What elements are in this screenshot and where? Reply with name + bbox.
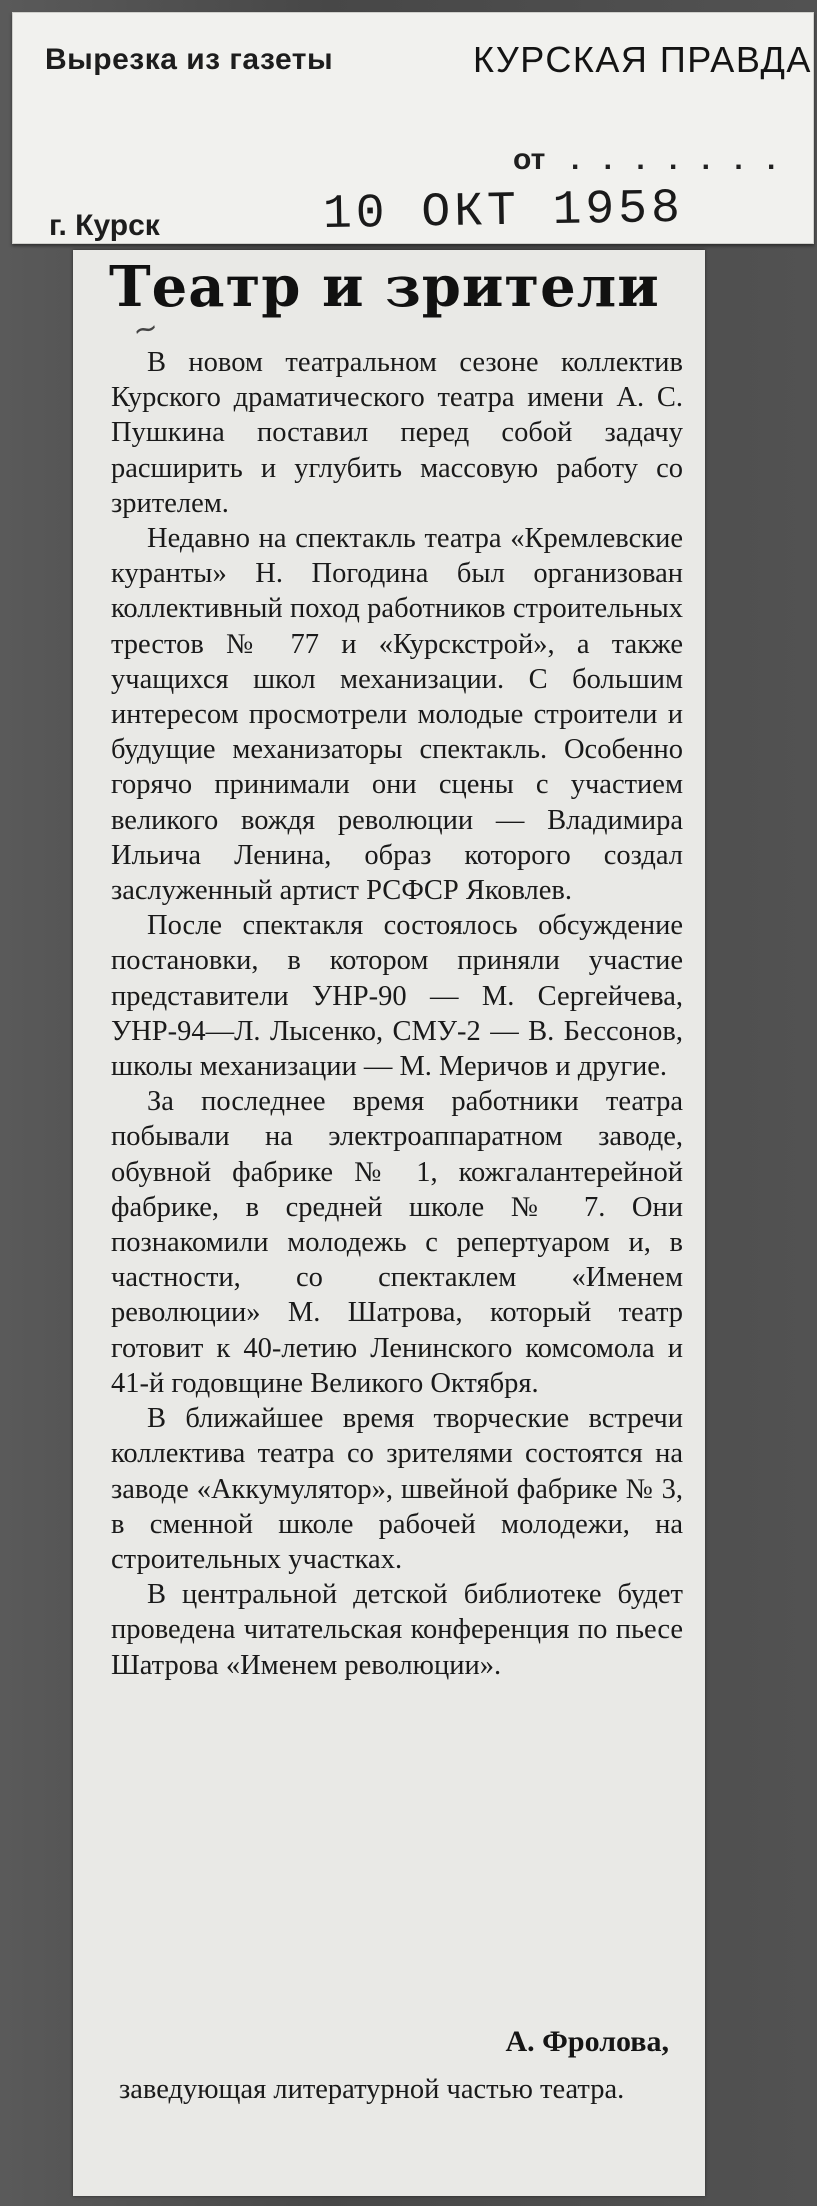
paragraph-1: В новом театральном сезоне коллектив Курского драматического театра имени А. С. Пушкина поставил перед собой задачу расширить и углубить массовую работу со зрителем. xyxy=(111,347,683,519)
date-stamp: 10 ОКТ 1958 xyxy=(322,181,685,243)
author-role: заведующая литературной частью театра. xyxy=(119,2074,625,2105)
clipping-label-card xyxy=(12,12,814,244)
paragraph-3: После спектакля состоялось обсуждение постановки, в котором приняли участие представители УНР-90 — М. Сергейчева, УНР-94—Л. Лысенко, СМУ-2 — В. Бессонов, школы механизации — М. Меричов и другие. xyxy=(111,910,683,1083)
paragraph-2: Недавно на спектакль театра «Кремлевские куранты» Н. Погодина был организован коллективный поход работников строительных трестов № 77 и «Курскстрой», а также учащихся школ механизации. С большим интересом просмотрели молодые строители и будущие механизаторы спектакль. Особенно горячо принимали они сцены с участием великого вождя революции — Владимира Ильича Ленина, образ которого создал заслуженный артист РСФСР Яковлев. xyxy=(111,523,683,907)
clipping-stamp-text: Вырезка из газеты xyxy=(45,43,334,76)
paragraph-5: В ближайшее время творческие встречи коллектива театра со зрителями состоятся на заводе «Аккумулятор», швейной фабрике № 3, в сменной школе рабочей молодежи, на строительных участках. xyxy=(111,1403,683,1575)
paragraph-4: За последнее время работники театра побывали на электроаппаратном заводе, обувной фабрике № 1, кожгалантерейной фабрике, в средней школе № 7. Они познакомили молодежь с репертуаром и, в частности, со спектаклем «Именем революции» М. Шатрова, который театр готовит к 40-летию Ленинского комсомола и 41-й годовщине Великого Октября. xyxy=(111,1086,683,1399)
from-dots: . . . . . . . xyxy=(571,143,784,176)
city-label: г. Курск xyxy=(49,209,160,242)
article-title: Театр и зрители xyxy=(109,254,660,320)
author-name: А. Фролова, xyxy=(505,2025,669,2058)
paragraph-6: В центральной детской библиотеке будет проведена читательская конференция по пьесе Шатрова «Именем революции». xyxy=(111,1579,683,1681)
newspaper-name: КУРСКАЯ ПРАВДА xyxy=(473,39,812,80)
newspaper-clipping xyxy=(73,250,705,2196)
from-label: от xyxy=(513,143,546,176)
article-body xyxy=(111,345,683,1683)
pencil-mark: ∼ xyxy=(129,309,162,350)
